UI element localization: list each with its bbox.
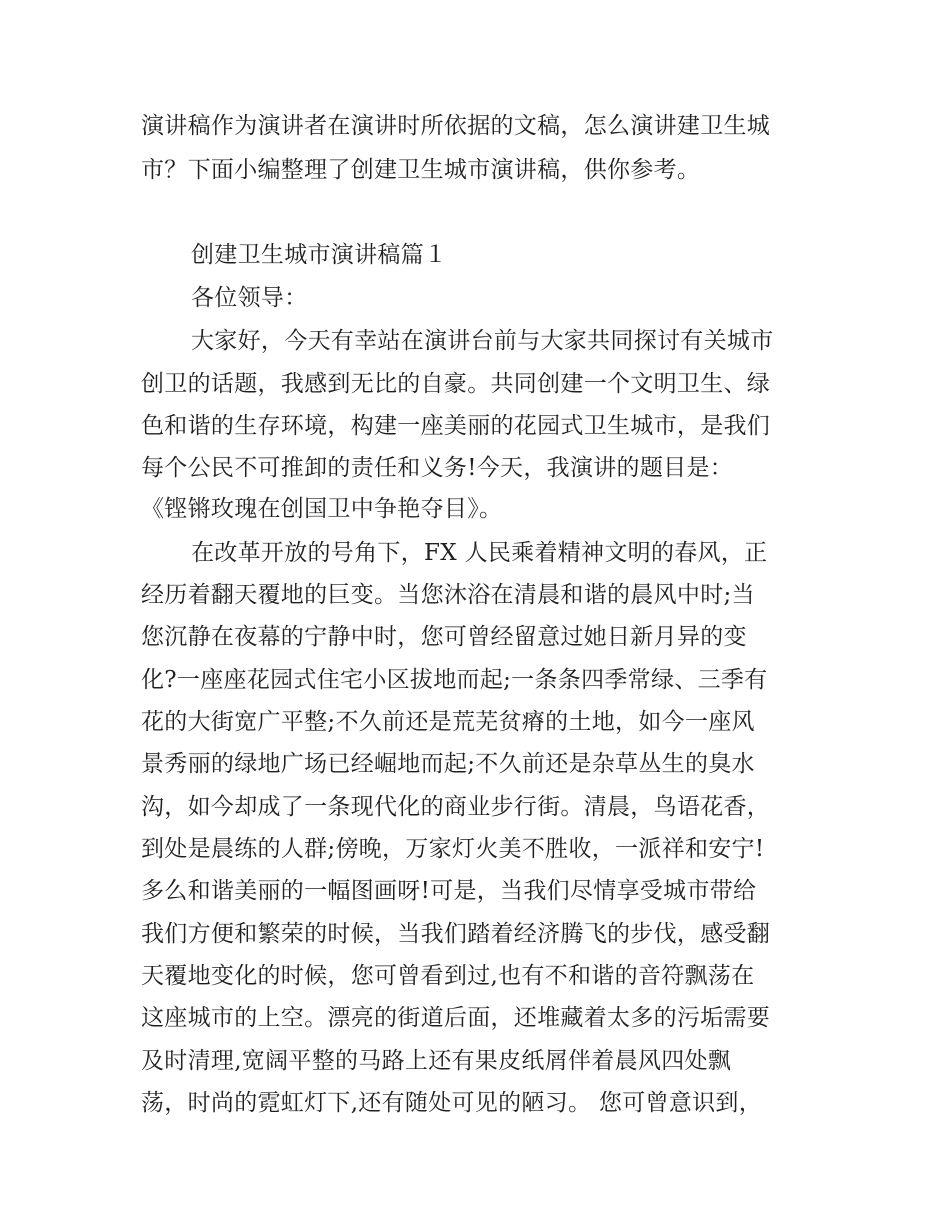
- body-line-6: 在改革开放的号角下，FX 人民乘着精神文明的春风，正: [191, 540, 768, 566]
- body-line-12: 沟，如今却成了一条现代化的商业步行街。清晨，鸟语花香，: [141, 794, 771, 820]
- body-line-1: 大家好，今天有幸站在演讲台前与大家共同探讨有关城市: [191, 328, 774, 354]
- body-line-10: 花的大街宽广平整;不久前还是荒芜贫瘠的土地，如今一座风: [141, 709, 755, 735]
- body-line-2: 创卫的话题，我感到无比的自豪。共同创建一个文明卫生、绿: [141, 371, 771, 397]
- article-heading: 创建卫生城市演讲稿篇１: [191, 242, 448, 268]
- body-line-8: 您沉静在夜幕的宁静中时，您可曾经留意过她日新月异的变: [141, 624, 747, 650]
- body-line-15: 我们方便和繁荣的时候，当我们踏着经济腾飞的步伐，感受翻: [141, 921, 771, 947]
- body-line-11: 景秀丽的绿地广场已经崛地而起;不久前还是杂草丛生的臭水: [141, 751, 755, 777]
- body-line-19: 荡，时尚的霓虹灯下,还有随处可见的陋习。 您可曾意识到，: [141, 1090, 763, 1116]
- body-line-3: 色和谐的生存环境，构建一座美丽的花园式卫生城市，是我们: [141, 413, 771, 439]
- body-line-16: 天覆地变化的时候，您可曾看到过,也有不和谐的音符飘荡在: [141, 963, 755, 989]
- body-line-17: 这座城市的上空。漂亮的街道后面，还堆藏着太多的污垢需要: [141, 1005, 771, 1031]
- salutation: 各位领导：: [191, 285, 308, 311]
- body-line-14: 多么和谐美丽的一幅图画呀!可是，当我们尽情享受城市带给: [141, 878, 757, 904]
- body-line-18: 及时清理,宽阔平整的马路上还有果皮纸屑伴着晨风四处飘: [141, 1048, 732, 1074]
- body-line-5: 《铿锵玫瑰在创国卫中争艳夺目》。: [141, 496, 503, 522]
- body-line-9: 化?一座座花园式住宅小区拔地而起;一条条四季常绿、三季有: [141, 667, 768, 693]
- intro-line-1: 演讲稿作为演讲者在演讲时所依据的文稿，怎么演讲建卫生城: [141, 113, 771, 139]
- body-line-13: 到处是晨练的人群;傍晚，万家灯火美不胜收，一派祥和安宁!: [141, 836, 765, 862]
- intro-line-2: 市？下面小编整理了创建卫生城市演讲稿，供你参考。: [141, 157, 701, 183]
- body-line-7: 经历着翻天覆地的巨变。当您沐浴在清晨和谐的晨风中时;当: [141, 582, 755, 608]
- body-line-4: 每个公民不可推卸的责任和义务!今天，我演讲的题目是：: [141, 455, 734, 481]
